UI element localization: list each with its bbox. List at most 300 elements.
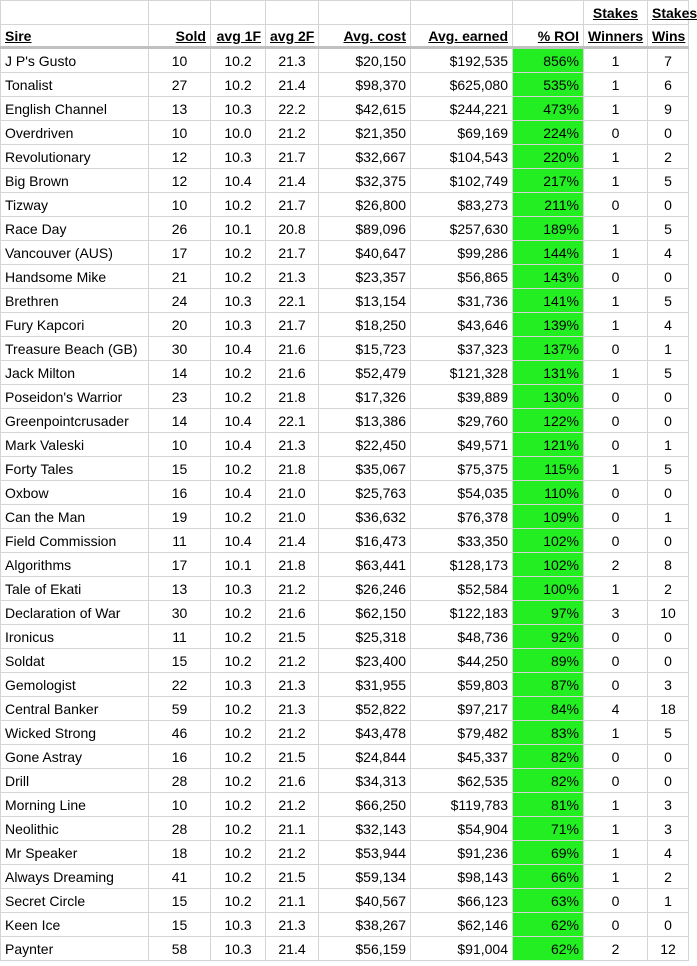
- sire-cell[interactable]: Drill: [1, 769, 149, 793]
- sire-cell[interactable]: Ironicus: [1, 625, 149, 649]
- stakes-winners-cell[interactable]: 0: [584, 505, 648, 529]
- avg-2f-cell[interactable]: 20.8: [266, 217, 319, 241]
- avg-2f-cell[interactable]: 21.1: [266, 889, 319, 913]
- avg-1f-cell[interactable]: 10.2: [211, 817, 266, 841]
- stakes-winners-cell[interactable]: 1: [584, 48, 648, 73]
- avg-1f-cell[interactable]: 10.3: [211, 913, 266, 937]
- avg-2f-cell[interactable]: 21.5: [266, 625, 319, 649]
- sold-cell[interactable]: 16: [149, 745, 211, 769]
- avg-2f-cell[interactable]: 21.3: [266, 913, 319, 937]
- stakes-winners-cell[interactable]: 1: [584, 73, 648, 97]
- stakes-winners-cell[interactable]: 1: [584, 241, 648, 265]
- sold-cell[interactable]: 30: [149, 601, 211, 625]
- sire-cell[interactable]: Forty Tales: [1, 457, 149, 481]
- roi-cell[interactable]: 62%: [513, 937, 584, 961]
- avg-2f-cell[interactable]: 21.6: [266, 601, 319, 625]
- avg-earned-cell[interactable]: $62,535: [411, 769, 513, 793]
- roi-cell[interactable]: 130%: [513, 385, 584, 409]
- avg-1f-cell[interactable]: 10.2: [211, 193, 266, 217]
- avg-earned-cell[interactable]: $75,375: [411, 457, 513, 481]
- sold-cell[interactable]: 15: [149, 457, 211, 481]
- roi-cell[interactable]: 81%: [513, 793, 584, 817]
- sold-cell[interactable]: 24: [149, 289, 211, 313]
- avg-cost-cell[interactable]: $23,400: [319, 649, 411, 673]
- avg-cost-cell[interactable]: $26,246: [319, 577, 411, 601]
- avg-2f-cell[interactable]: 21.2: [266, 721, 319, 745]
- sold-cell[interactable]: 13: [149, 577, 211, 601]
- stakes-wins-cell[interactable]: 10: [648, 601, 689, 625]
- avg-2f-cell[interactable]: 21.5: [266, 745, 319, 769]
- avg-earned-cell[interactable]: $52,584: [411, 577, 513, 601]
- roi-cell[interactable]: 189%: [513, 217, 584, 241]
- sire-cell[interactable]: Treasure Beach (GB): [1, 337, 149, 361]
- avg-1f-cell[interactable]: 10.2: [211, 385, 266, 409]
- sire-cell[interactable]: Morning Line: [1, 793, 149, 817]
- avg-cost-cell[interactable]: $18,250: [319, 313, 411, 337]
- avg-cost-cell[interactable]: $21,350: [319, 121, 411, 145]
- stakes-wins-cell[interactable]: 0: [648, 121, 689, 145]
- avg-2f-cell[interactable]: 22.1: [266, 409, 319, 433]
- avg-cost-cell[interactable]: $66,250: [319, 793, 411, 817]
- stakes-wins-cell[interactable]: 8: [648, 553, 689, 577]
- roi-header[interactable]: % ROI: [513, 25, 584, 48]
- avg-cost-cell[interactable]: $89,096: [319, 217, 411, 241]
- roi-cell[interactable]: 131%: [513, 361, 584, 385]
- avg-2f-cell[interactable]: 21.1: [266, 817, 319, 841]
- avg-1f-cell[interactable]: 10.2: [211, 649, 266, 673]
- avg-cost-cell[interactable]: $31,955: [319, 673, 411, 697]
- avg-1f-cell[interactable]: 10.2: [211, 625, 266, 649]
- stakes-wins-cell[interactable]: 7: [648, 48, 689, 73]
- avg-earned-cell[interactable]: $56,865: [411, 265, 513, 289]
- stakes-wins-cell[interactable]: 1: [648, 433, 689, 457]
- avg-2f-cell[interactable]: 21.2: [266, 121, 319, 145]
- sire-cell[interactable]: Fury Kapcori: [1, 313, 149, 337]
- avg-earned-cell[interactable]: $48,736: [411, 625, 513, 649]
- sold-cell[interactable]: 58: [149, 937, 211, 961]
- sire-cell[interactable]: Algorithms: [1, 553, 149, 577]
- sold-cell[interactable]: 27: [149, 73, 211, 97]
- avg-cost-cell[interactable]: $13,154: [319, 289, 411, 313]
- avg-2f-cell[interactable]: 21.8: [266, 457, 319, 481]
- stakes-wins-cell[interactable]: 2: [648, 145, 689, 169]
- roi-cell[interactable]: 224%: [513, 121, 584, 145]
- avg-cost-cell[interactable]: $62,150: [319, 601, 411, 625]
- avg-earned-cell[interactable]: $39,889: [411, 385, 513, 409]
- avg-cost-cell[interactable]: $34,313: [319, 769, 411, 793]
- avg-1f-cell[interactable]: 10.4: [211, 409, 266, 433]
- stakes-wins-cell[interactable]: 6: [648, 73, 689, 97]
- avg-1f-cell[interactable]: 10.3: [211, 145, 266, 169]
- stakes-wins-cell[interactable]: 5: [648, 457, 689, 481]
- stakes-wins-cell[interactable]: 0: [648, 409, 689, 433]
- stakes-winners-cell[interactable]: 0: [584, 409, 648, 433]
- roi-cell[interactable]: 473%: [513, 97, 584, 121]
- stakes-winners-cell[interactable]: 0: [584, 745, 648, 769]
- roi-cell[interactable]: 71%: [513, 817, 584, 841]
- sold-cell[interactable]: 41: [149, 865, 211, 889]
- sire-cell[interactable]: Declaration of War: [1, 601, 149, 625]
- roi-cell[interactable]: 110%: [513, 481, 584, 505]
- avg-2f-cell[interactable]: 21.4: [266, 169, 319, 193]
- empty-cell[interactable]: [211, 1, 266, 25]
- avg-1f-cell[interactable]: 10.4: [211, 169, 266, 193]
- sold-cell[interactable]: 46: [149, 721, 211, 745]
- sire-cell[interactable]: Greenpointcrusader: [1, 409, 149, 433]
- avg-1f-cell[interactable]: 10.4: [211, 337, 266, 361]
- avg-earned-cell[interactable]: $119,783: [411, 793, 513, 817]
- stakes-wins-cell[interactable]: 5: [648, 721, 689, 745]
- stakes-winners-cell[interactable]: 0: [584, 913, 648, 937]
- sold-cell[interactable]: 13: [149, 97, 211, 121]
- avg-2f-cell[interactable]: 21.2: [266, 649, 319, 673]
- stakes-wins-cell[interactable]: 0: [648, 529, 689, 553]
- roi-cell[interactable]: 121%: [513, 433, 584, 457]
- avg-cost-cell[interactable]: $42,615: [319, 97, 411, 121]
- avg-1f-cell[interactable]: 10.3: [211, 289, 266, 313]
- sire-cell[interactable]: Field Commission: [1, 529, 149, 553]
- stakes-wins-cell[interactable]: 0: [648, 385, 689, 409]
- stakes-winners-cell[interactable]: 1: [584, 841, 648, 865]
- stakes-winners-cell[interactable]: 1: [584, 361, 648, 385]
- stakes-wins-cell[interactable]: 4: [648, 241, 689, 265]
- stakes-wins-cell[interactable]: 1: [648, 889, 689, 913]
- avg-cost-cell[interactable]: $35,067: [319, 457, 411, 481]
- stakes-winners-cell[interactable]: 0: [584, 889, 648, 913]
- roi-cell[interactable]: 82%: [513, 745, 584, 769]
- avg-cost-cell[interactable]: $32,667: [319, 145, 411, 169]
- stakes-winners-cell[interactable]: 1: [584, 793, 648, 817]
- avg-cost-cell[interactable]: $22,450: [319, 433, 411, 457]
- avg-earned-cell[interactable]: $83,273: [411, 193, 513, 217]
- sold-cell[interactable]: 28: [149, 817, 211, 841]
- sire-cell[interactable]: Tizway: [1, 193, 149, 217]
- roi-cell[interactable]: 102%: [513, 529, 584, 553]
- roi-cell[interactable]: 115%: [513, 457, 584, 481]
- stakes-wins-cell[interactable]: 3: [648, 817, 689, 841]
- avg-earned-cell[interactable]: $192,535: [411, 48, 513, 73]
- avg-cost-cell[interactable]: $23,357: [319, 265, 411, 289]
- avg-2f-cell[interactable]: 21.3: [266, 673, 319, 697]
- stakes-winners-cell[interactable]: 0: [584, 337, 648, 361]
- roi-cell[interactable]: 102%: [513, 553, 584, 577]
- stakes-wins-super-header[interactable]: Stakes: [648, 1, 689, 25]
- avg-1f-cell[interactable]: 10.2: [211, 721, 266, 745]
- stakes-wins-cell[interactable]: 0: [648, 481, 689, 505]
- sold-cell[interactable]: 26: [149, 217, 211, 241]
- roi-cell[interactable]: 87%: [513, 673, 584, 697]
- sold-cell[interactable]: 23: [149, 385, 211, 409]
- avg-cost-cell[interactable]: $25,318: [319, 625, 411, 649]
- avg-1f-cell[interactable]: 10.2: [211, 793, 266, 817]
- roi-cell[interactable]: 84%: [513, 697, 584, 721]
- avg-1f-cell[interactable]: 10.2: [211, 361, 266, 385]
- empty-cell[interactable]: [1, 1, 149, 25]
- sire-cell[interactable]: Tale of Ekati: [1, 577, 149, 601]
- roi-cell[interactable]: 535%: [513, 73, 584, 97]
- stakes-winners-cell[interactable]: 4: [584, 697, 648, 721]
- sold-cell[interactable]: 19: [149, 505, 211, 529]
- roi-cell[interactable]: 97%: [513, 601, 584, 625]
- avg-earned-cell[interactable]: $104,543: [411, 145, 513, 169]
- avg-2f-cell[interactable]: 21.7: [266, 193, 319, 217]
- stakes-winners-cell[interactable]: 1: [584, 217, 648, 241]
- stakes-winners-cell[interactable]: 0: [584, 121, 648, 145]
- sire-cell[interactable]: Central Banker: [1, 697, 149, 721]
- stakes-wins-cell[interactable]: 4: [648, 841, 689, 865]
- sold-cell[interactable]: 28: [149, 769, 211, 793]
- sire-cell[interactable]: Big Brown: [1, 169, 149, 193]
- roi-cell[interactable]: 100%: [513, 577, 584, 601]
- empty-cell[interactable]: [411, 1, 513, 25]
- avg-1f-cell[interactable]: 10.2: [211, 745, 266, 769]
- avg-2f-cell[interactable]: 21.8: [266, 385, 319, 409]
- avg-earned-cell[interactable]: $62,146: [411, 913, 513, 937]
- avg-1f-cell[interactable]: 10.4: [211, 481, 266, 505]
- sold-cell[interactable]: 22: [149, 673, 211, 697]
- avg-2f-cell[interactable]: 21.2: [266, 577, 319, 601]
- stakes-wins-header[interactable]: Wins: [648, 25, 689, 48]
- avg-1f-cell[interactable]: 10.1: [211, 217, 266, 241]
- avg-2f-cell[interactable]: 21.6: [266, 769, 319, 793]
- avg-2f-cell[interactable]: 21.8: [266, 553, 319, 577]
- roi-cell[interactable]: 83%: [513, 721, 584, 745]
- avg-earned-cell[interactable]: $625,080: [411, 73, 513, 97]
- avg-1f-cell[interactable]: 10.2: [211, 48, 266, 73]
- avg-2f-cell[interactable]: 21.3: [266, 697, 319, 721]
- avg-cost-header[interactable]: Avg. cost: [319, 25, 411, 48]
- stakes-wins-cell[interactable]: 0: [648, 769, 689, 793]
- avg-earned-cell[interactable]: $49,571: [411, 433, 513, 457]
- roi-cell[interactable]: 144%: [513, 241, 584, 265]
- avg-cost-cell[interactable]: $98,370: [319, 73, 411, 97]
- avg-cost-cell[interactable]: $40,567: [319, 889, 411, 913]
- stakes-winners-cell[interactable]: 1: [584, 865, 648, 889]
- avg-earned-cell[interactable]: $102,749: [411, 169, 513, 193]
- stakes-wins-cell[interactable]: 3: [648, 673, 689, 697]
- sire-cell[interactable]: Vancouver (AUS): [1, 241, 149, 265]
- empty-cell[interactable]: [319, 1, 411, 25]
- stakes-wins-cell[interactable]: 1: [648, 337, 689, 361]
- sire-cell[interactable]: Soldat: [1, 649, 149, 673]
- avg-1f-cell[interactable]: 10.2: [211, 265, 266, 289]
- avg-earned-header[interactable]: Avg. earned: [411, 25, 513, 48]
- roi-cell[interactable]: 211%: [513, 193, 584, 217]
- stakes-winners-header[interactable]: Winners: [584, 25, 648, 48]
- sire-cell[interactable]: J P's Gusto: [1, 48, 149, 73]
- roi-cell[interactable]: 143%: [513, 265, 584, 289]
- sire-cell[interactable]: English Channel: [1, 97, 149, 121]
- avg-cost-cell[interactable]: $17,326: [319, 385, 411, 409]
- avg-2f-cell[interactable]: 21.0: [266, 481, 319, 505]
- sold-cell[interactable]: 17: [149, 241, 211, 265]
- stakes-wins-cell[interactable]: 2: [648, 577, 689, 601]
- empty-cell[interactable]: [513, 1, 584, 25]
- avg-1f-cell[interactable]: 10.2: [211, 505, 266, 529]
- avg-1f-cell[interactable]: 10.3: [211, 937, 266, 961]
- stakes-wins-cell[interactable]: 0: [648, 913, 689, 937]
- avg-1f-cell[interactable]: 10.2: [211, 241, 266, 265]
- avg-2f-cell[interactable]: 21.2: [266, 793, 319, 817]
- avg-2f-cell[interactable]: 21.7: [266, 145, 319, 169]
- stakes-winners-cell[interactable]: 1: [584, 817, 648, 841]
- avg-earned-cell[interactable]: $91,236: [411, 841, 513, 865]
- avg-cost-cell[interactable]: $52,822: [319, 697, 411, 721]
- sold-cell[interactable]: 14: [149, 361, 211, 385]
- avg-1f-cell[interactable]: 10.4: [211, 433, 266, 457]
- roi-cell[interactable]: 63%: [513, 889, 584, 913]
- avg-1f-cell[interactable]: 10.3: [211, 97, 266, 121]
- stakes-winners-super-header[interactable]: Stakes: [584, 1, 648, 25]
- sold-cell[interactable]: 20: [149, 313, 211, 337]
- avg-cost-cell[interactable]: $52,479: [319, 361, 411, 385]
- roi-cell[interactable]: 92%: [513, 625, 584, 649]
- stakes-wins-cell[interactable]: 9: [648, 97, 689, 121]
- sire-cell[interactable]: Secret Circle: [1, 889, 149, 913]
- avg-1f-cell[interactable]: 10.2: [211, 841, 266, 865]
- sold-cell[interactable]: 11: [149, 529, 211, 553]
- sold-header[interactable]: Sold: [149, 25, 211, 48]
- stakes-wins-cell[interactable]: 12: [648, 937, 689, 961]
- roi-cell[interactable]: 141%: [513, 289, 584, 313]
- avg-2f-cell[interactable]: 21.3: [266, 265, 319, 289]
- avg-1f-cell[interactable]: 10.3: [211, 313, 266, 337]
- stakes-winners-cell[interactable]: 1: [584, 313, 648, 337]
- sold-cell[interactable]: 15: [149, 913, 211, 937]
- stakes-wins-cell[interactable]: 1: [648, 505, 689, 529]
- avg-cost-cell[interactable]: $16,473: [319, 529, 411, 553]
- roi-cell[interactable]: 69%: [513, 841, 584, 865]
- avg-earned-cell[interactable]: $54,904: [411, 817, 513, 841]
- avg-earned-cell[interactable]: $31,736: [411, 289, 513, 313]
- avg-1f-cell[interactable]: 10.2: [211, 865, 266, 889]
- stakes-winners-cell[interactable]: 0: [584, 385, 648, 409]
- stakes-winners-cell[interactable]: 0: [584, 625, 648, 649]
- sold-cell[interactable]: 10: [149, 193, 211, 217]
- avg-2f-cell[interactable]: 22.2: [266, 97, 319, 121]
- avg-cost-cell[interactable]: $26,800: [319, 193, 411, 217]
- sire-cell[interactable]: Gone Astray: [1, 745, 149, 769]
- avg-earned-cell[interactable]: $33,350: [411, 529, 513, 553]
- avg-cost-cell[interactable]: $20,150: [319, 48, 411, 73]
- avg-cost-cell[interactable]: $13,386: [319, 409, 411, 433]
- avg-earned-cell[interactable]: $79,482: [411, 721, 513, 745]
- sold-cell[interactable]: 15: [149, 889, 211, 913]
- sire-cell[interactable]: Mr Speaker: [1, 841, 149, 865]
- avg-earned-cell[interactable]: $121,328: [411, 361, 513, 385]
- avg-earned-cell[interactable]: $99,286: [411, 241, 513, 265]
- avg-cost-cell[interactable]: $56,159: [319, 937, 411, 961]
- avg-cost-cell[interactable]: $24,844: [319, 745, 411, 769]
- sire-cell[interactable]: Tonalist: [1, 73, 149, 97]
- stakes-wins-cell[interactable]: 0: [648, 193, 689, 217]
- avg-earned-cell[interactable]: $59,803: [411, 673, 513, 697]
- sire-cell[interactable]: Race Day: [1, 217, 149, 241]
- avg-cost-cell[interactable]: $53,944: [319, 841, 411, 865]
- avg-earned-cell[interactable]: $44,250: [411, 649, 513, 673]
- stakes-wins-cell[interactable]: 18: [648, 697, 689, 721]
- stakes-winners-cell[interactable]: 0: [584, 673, 648, 697]
- sire-cell[interactable]: Keen Ice: [1, 913, 149, 937]
- avg-earned-cell[interactable]: $66,123: [411, 889, 513, 913]
- stakes-winners-cell[interactable]: 1: [584, 721, 648, 745]
- sold-cell[interactable]: 15: [149, 649, 211, 673]
- roi-cell[interactable]: 217%: [513, 169, 584, 193]
- avg-earned-cell[interactable]: $76,378: [411, 505, 513, 529]
- sire-cell[interactable]: Paynter: [1, 937, 149, 961]
- avg-cost-cell[interactable]: $40,647: [319, 241, 411, 265]
- stakes-winners-cell[interactable]: 0: [584, 769, 648, 793]
- stakes-winners-cell[interactable]: 3: [584, 601, 648, 625]
- avg-earned-cell[interactable]: $128,173: [411, 553, 513, 577]
- avg-cost-cell[interactable]: $59,134: [319, 865, 411, 889]
- stakes-wins-cell[interactable]: 0: [648, 649, 689, 673]
- avg-cost-cell[interactable]: $63,441: [319, 553, 411, 577]
- sold-cell[interactable]: 30: [149, 337, 211, 361]
- avg-2f-cell[interactable]: 21.3: [266, 433, 319, 457]
- sold-cell[interactable]: 18: [149, 841, 211, 865]
- stakes-wins-cell[interactable]: 5: [648, 289, 689, 313]
- avg-cost-cell[interactable]: $25,763: [319, 481, 411, 505]
- stakes-wins-cell[interactable]: 2: [648, 865, 689, 889]
- avg-cost-cell[interactable]: $32,375: [319, 169, 411, 193]
- sold-cell[interactable]: 14: [149, 409, 211, 433]
- empty-cell[interactable]: [149, 1, 211, 25]
- sold-cell[interactable]: 17: [149, 553, 211, 577]
- stakes-winners-cell[interactable]: 2: [584, 937, 648, 961]
- avg-2f-cell[interactable]: 21.7: [266, 313, 319, 337]
- stakes-winners-cell[interactable]: 1: [584, 169, 648, 193]
- avg-cost-cell[interactable]: $43,478: [319, 721, 411, 745]
- stakes-winners-cell[interactable]: 0: [584, 529, 648, 553]
- avg-earned-cell[interactable]: $257,630: [411, 217, 513, 241]
- avg-2f-header[interactable]: avg 2F: [266, 25, 319, 48]
- sire-cell[interactable]: Jack Milton: [1, 361, 149, 385]
- sire-cell[interactable]: Can the Man: [1, 505, 149, 529]
- stakes-wins-cell[interactable]: 4: [648, 313, 689, 337]
- sire-cell[interactable]: Oxbow: [1, 481, 149, 505]
- avg-earned-cell[interactable]: $37,323: [411, 337, 513, 361]
- stakes-winners-cell[interactable]: 1: [584, 577, 648, 601]
- sire-cell[interactable]: Always Dreaming: [1, 865, 149, 889]
- avg-1f-cell[interactable]: 10.2: [211, 769, 266, 793]
- stakes-winners-cell[interactable]: 0: [584, 433, 648, 457]
- avg-cost-cell[interactable]: $15,723: [319, 337, 411, 361]
- avg-earned-cell[interactable]: $69,169: [411, 121, 513, 145]
- avg-1f-cell[interactable]: 10.4: [211, 529, 266, 553]
- avg-2f-cell[interactable]: 21.3: [266, 48, 319, 73]
- avg-1f-cell[interactable]: 10.0: [211, 121, 266, 145]
- avg-cost-cell[interactable]: $36,632: [319, 505, 411, 529]
- avg-earned-cell[interactable]: $97,217: [411, 697, 513, 721]
- roi-cell[interactable]: 856%: [513, 48, 584, 73]
- roi-cell[interactable]: 139%: [513, 313, 584, 337]
- stakes-wins-cell[interactable]: 0: [648, 265, 689, 289]
- sire-header[interactable]: Sire: [1, 25, 149, 48]
- roi-cell[interactable]: 89%: [513, 649, 584, 673]
- sire-cell[interactable]: Revolutionary: [1, 145, 149, 169]
- avg-1f-cell[interactable]: 10.2: [211, 73, 266, 97]
- stakes-wins-cell[interactable]: 0: [648, 745, 689, 769]
- avg-1f-cell[interactable]: 10.2: [211, 601, 266, 625]
- roi-cell[interactable]: 109%: [513, 505, 584, 529]
- sire-cell[interactable]: Overdriven: [1, 121, 149, 145]
- stakes-winners-cell[interactable]: 0: [584, 649, 648, 673]
- sire-cell[interactable]: Mark Valeski: [1, 433, 149, 457]
- sire-cell[interactable]: Gemologist: [1, 673, 149, 697]
- avg-earned-cell[interactable]: $29,760: [411, 409, 513, 433]
- sold-cell[interactable]: 10: [149, 48, 211, 73]
